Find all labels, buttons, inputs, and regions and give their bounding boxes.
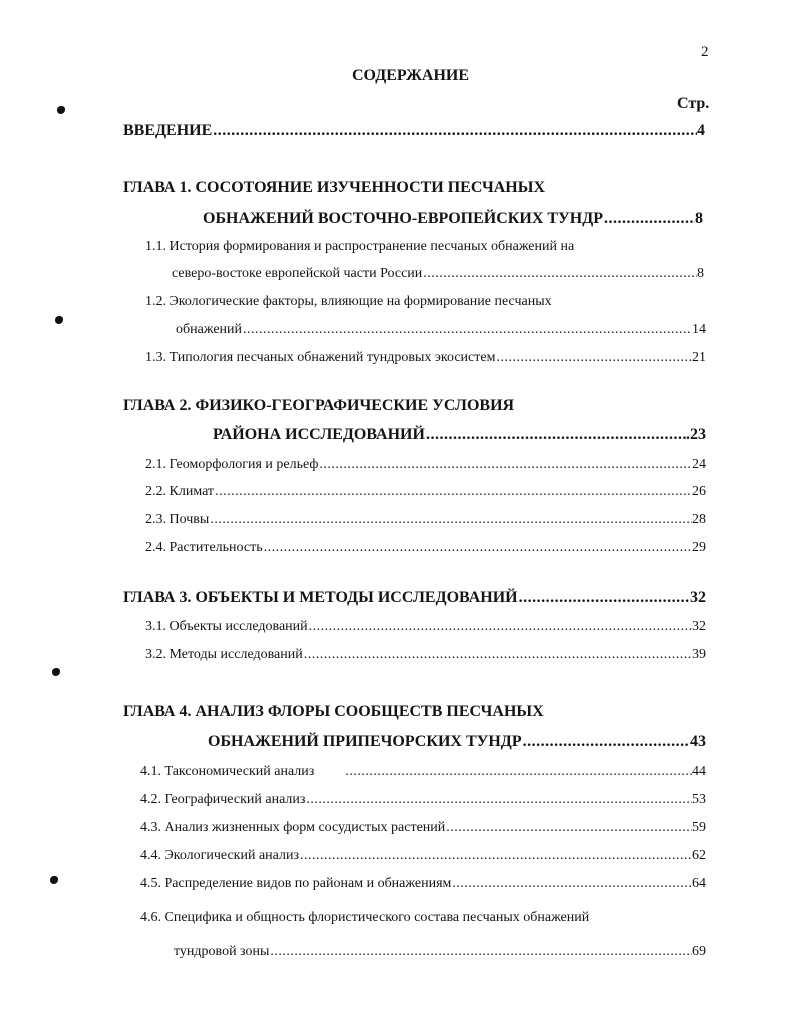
section-4-6-entry[interactable] xyxy=(174,944,706,960)
toc-entry-page: 8 xyxy=(695,210,703,227)
toc-entry-page: 4 xyxy=(697,122,705,139)
dot-leader xyxy=(318,457,692,473)
toc-entry-label: 2.2. Климат xyxy=(145,484,215,499)
toc-entry-page: 53 xyxy=(692,792,706,807)
section-4-3-entry[interactable] xyxy=(140,820,706,836)
toc-entry-label: 4.1. Таксономический анализ xyxy=(140,764,315,779)
section-2-2-entry[interactable] xyxy=(145,484,706,500)
section-4-1-entry[interactable] xyxy=(140,764,706,780)
toc-entry-page: .23 xyxy=(686,426,706,443)
dot-leader xyxy=(518,589,690,607)
toc-entry-page: 26 xyxy=(692,484,706,499)
chapter-1-entry[interactable] xyxy=(203,210,703,228)
dot-leader xyxy=(263,540,692,556)
toc-entry-page: 59 xyxy=(692,820,706,835)
page-title: СОДЕРЖАНИЕ xyxy=(352,67,470,84)
scan-mark-2 xyxy=(55,316,63,324)
toc-entry-intro[interactable] xyxy=(123,122,705,140)
dot-leader xyxy=(425,426,686,444)
dot-leader xyxy=(209,512,692,528)
toc-entry-page: 64 xyxy=(692,876,706,891)
toc-entry-page: 21 xyxy=(692,350,706,365)
chapter-4-entry[interactable] xyxy=(208,733,706,751)
toc-entry-label: северо-востоке европейской части России xyxy=(172,266,423,281)
scan-mark-3 xyxy=(52,668,60,676)
section-3-2-entry[interactable] xyxy=(145,647,706,663)
toc-entry-page: 44 xyxy=(692,764,706,779)
toc-entry-page: 32 xyxy=(690,589,706,606)
toc-entry-label: 3.2. Методы исследований xyxy=(145,647,303,662)
toc-entry-label: 2.3. Почвы xyxy=(145,512,210,527)
toc-entry-label: ОБНАЖЕНИЙ ВОСТОЧНО-ЕВРОПЕЙСКИХ ТУНДР xyxy=(203,210,604,227)
dot-leader xyxy=(445,820,692,836)
section-2-4-entry[interactable] xyxy=(145,540,706,556)
dot-leader xyxy=(214,484,692,500)
section-1-1-title[interactable]: 1.1. История формирования и распространение песчаных обнажений на xyxy=(145,239,575,254)
chapter-2-entry[interactable] xyxy=(213,426,706,444)
chapter-2-title[interactable]: ГЛАВА 2. ФИЗИКО-ГЕОГРАФИЧЕСКИЕ УСЛОВИЯ xyxy=(123,397,515,414)
toc-entry-label: ВВЕДЕНИЕ xyxy=(123,122,213,139)
dot-leader xyxy=(603,210,695,228)
section-3-1-entry[interactable] xyxy=(145,619,706,635)
toc-entry-label: 2.4. Растительность xyxy=(145,540,263,555)
toc-entry-page: 14 xyxy=(692,322,706,337)
toc-entry-page: 62 xyxy=(692,848,706,863)
section-1-1-entry[interactable] xyxy=(172,266,704,282)
section-2-3-entry[interactable] xyxy=(145,512,706,528)
toc-entry-label: 4.3. Анализ жизненных форм сосудистых растений xyxy=(140,820,446,835)
dot-leader xyxy=(422,266,697,282)
toc-entry-page: 69 xyxy=(692,944,706,959)
chapter-3-entry[interactable] xyxy=(123,589,706,607)
chapter-4-title[interactable]: ГЛАВА 4. АНАЛИЗ ФЛОРЫ СООБЩЕСТВ ПЕСЧАНЫХ xyxy=(123,703,544,720)
toc-entry-label: тундровой зоны xyxy=(174,944,270,959)
section-4-6-title[interactable]: 4.6. Специфика и общность флористического состава песчаных обнажений xyxy=(140,910,590,925)
toc-entry-label: 4.5. Распределение видов по районам и обнажениям xyxy=(140,876,452,891)
toc-entry-page: 8 xyxy=(697,266,704,281)
toc-entry-page: 39 xyxy=(692,647,706,662)
toc-entry-label: 2.1. Геоморфология и рельеф xyxy=(145,457,319,472)
toc-entry-label: 1.3. Типология песчаных обнажений тундровых экосистем xyxy=(145,350,496,365)
dot-leader xyxy=(212,122,697,140)
dot-leader xyxy=(269,944,692,960)
section-4-4-entry[interactable] xyxy=(140,848,706,864)
dot-leader xyxy=(495,350,692,366)
toc-entry-label: ОБНАЖЕНИЙ ПРИПЕЧОРСКИХ ТУНДР xyxy=(208,733,522,750)
toc-entry-label: 4.4. Экологический анализ xyxy=(140,848,300,863)
section-2-1-entry[interactable] xyxy=(145,457,706,473)
page-column-label: Стр. xyxy=(677,95,710,112)
scan-mark-4 xyxy=(50,876,58,884)
dot-leader xyxy=(344,764,692,780)
toc-entry-page: 28 xyxy=(692,512,706,527)
toc-entry-label: ГЛАВА 3. ОБЪЕКТЫ И МЕТОДЫ ИССЛЕДОВАНИЙ xyxy=(123,589,518,606)
toc-entry-label: РАЙОНА ИССЛЕДОВАНИЙ xyxy=(213,426,425,443)
dot-leader xyxy=(299,848,692,864)
toc-entry-page: 29 xyxy=(692,540,706,555)
section-4-2-entry[interactable] xyxy=(140,792,706,808)
toc-entry-page: 43 xyxy=(690,733,706,750)
dot-leader xyxy=(451,876,692,892)
section-1-3-entry[interactable] xyxy=(145,350,706,366)
toc-entry-label: обнажений xyxy=(176,322,243,337)
dot-leader xyxy=(242,322,692,338)
page-number: 2 xyxy=(701,44,709,60)
dot-leader xyxy=(305,792,692,808)
toc-entry-label: 3.1. Объекты исследований xyxy=(145,619,308,634)
toc-entry-page: 32 xyxy=(692,619,706,634)
dot-leader xyxy=(308,619,692,635)
toc-entry-label: 4.2. Географический анализ xyxy=(140,792,306,807)
toc-entry-page: 24 xyxy=(692,457,706,472)
scan-mark-1 xyxy=(57,106,65,114)
chapter-1-title[interactable]: ГЛАВА 1. СОСОТОЯНИЕ ИЗУЧЕННОСТИ ПЕСЧАНЫХ xyxy=(123,179,546,196)
dot-leader xyxy=(303,647,692,663)
section-4-5-entry[interactable] xyxy=(140,876,706,892)
dot-leader xyxy=(522,733,690,751)
section-1-2-title[interactable]: 1.2. Экологические факторы, влияющие на формирование песчаных xyxy=(145,294,552,309)
section-1-2-entry[interactable] xyxy=(176,322,706,338)
